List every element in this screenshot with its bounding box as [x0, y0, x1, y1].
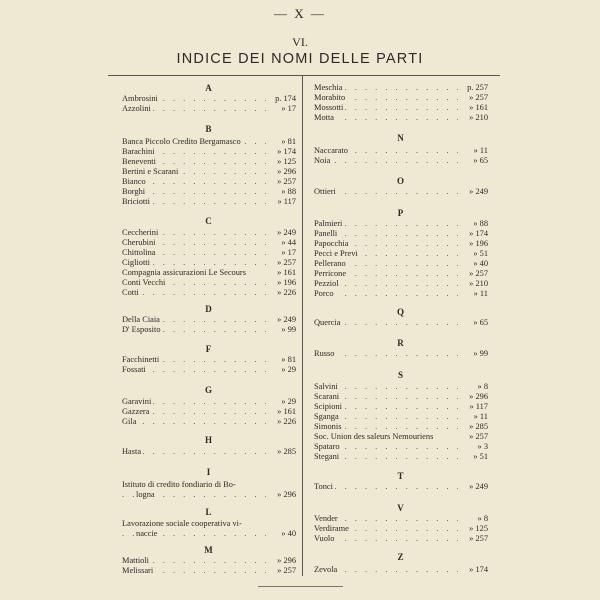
index-entry: Della Ciaia . . . » 249 [122, 315, 296, 326]
index-entry: Melissari . . . » 257 [122, 566, 296, 577]
index-entry: Vender . . . » 8 [314, 514, 488, 525]
index-entry: Simonis . . . » 285 [314, 422, 488, 433]
index-entry: Papocchia . . . » 196 [314, 239, 488, 250]
index-entry: Sganga . . . » 11 [314, 412, 488, 423]
index-entry: Tonci . . . » 249 [314, 482, 488, 493]
index-entry: Hasta . . . » 285 [122, 447, 296, 458]
index-entry: Morabito . . . » 257 [314, 93, 488, 104]
section-letter: F [205, 344, 213, 354]
section-letter: O [396, 176, 405, 186]
index-entry: Banca Piccolo Credito Bergamasco . . . » 81 [122, 137, 296, 148]
section-letter: G [204, 385, 213, 395]
index-entry: Bertini e Scarani . . . » 296 [122, 167, 296, 178]
index-entry: Porco . . . » 11 [314, 289, 488, 300]
index-entry: Panelli . . . » 174 [314, 229, 488, 240]
index-entry: Meschia . . . p. 257 [314, 83, 488, 94]
top-rule [108, 75, 500, 76]
index-entry-first-line: Lavorazione sociale cooperativa vi- [122, 519, 242, 528]
index-entry: Garavini . . . » 29 [122, 397, 296, 408]
index-entry: Perricone . . . » 257 [314, 269, 488, 280]
index-entry: Naccarato . . . » 11 [314, 146, 488, 157]
index-entry: Conti Vecchi . . . » 196 [122, 278, 296, 289]
index-entry: Cigliotti . . . » 257 [122, 258, 296, 269]
section-letter: T [397, 471, 405, 481]
section-letter: N [397, 133, 405, 143]
index-entry: Mattioli . . . » 296 [122, 556, 296, 567]
section-letter: B [205, 124, 213, 134]
index-entry: Vuolo . . . » 257 [314, 534, 488, 545]
index-entry: Scipioni . . . » 117 [314, 402, 488, 413]
section-letter: D [205, 304, 213, 314]
section-title: INDICE DEI NOMI DELLE PARTI [176, 51, 424, 67]
index-entry: Gazzera . . . » 161 [122, 407, 296, 418]
index-entry: naccie . . . » 40 [122, 529, 296, 540]
section-letter: L [205, 507, 213, 517]
index-entry: Ottieri . . . » 249 [314, 187, 488, 198]
index-entry: logna . . . » 296 [122, 490, 296, 501]
index-entry: Briciotti . . . » 117 [122, 197, 296, 208]
section-letter: Q [396, 307, 405, 317]
index-entry: Cotti . . . » 226 [122, 288, 296, 299]
index-entry: Cherubini . . . » 44 [122, 238, 296, 249]
page-folio: — X — [274, 6, 326, 21]
index-entry: Pezziol . . . » 210 [314, 279, 488, 290]
index-entry: Borghi . . . » 88 [122, 187, 296, 198]
section-number: VI. [292, 35, 308, 49]
index-entry: D' Esposito . . . » 99 [122, 325, 296, 336]
index-entry: Soc. Union des saleurs Nemouriens » 257 [314, 432, 488, 441]
index-entry: Beneventi . . . » 125 [122, 157, 296, 168]
column-divider [302, 76, 303, 576]
section-letter: C [205, 216, 213, 226]
index-entry: Ambrosini . . . p. 174 [122, 94, 296, 105]
index-entry: Ceccherini . . . » 249 [122, 228, 296, 239]
section-letter: M [204, 545, 214, 555]
section-letter: I [206, 467, 212, 477]
section-letter: R [397, 338, 405, 348]
index-entry: Gila . . . » 226 [122, 417, 296, 428]
section-letter: Z [397, 552, 405, 562]
index-entry: Stegani . . . » 51 [314, 452, 488, 463]
index-entry: Bianco . . . » 257 [122, 177, 296, 188]
index-entry: Palmieri . . . » 88 [314, 219, 488, 230]
section-letter: S [397, 370, 404, 380]
index-entry: Verdirame . . . » 125 [314, 524, 488, 535]
index-entry: Mossotti . . . » 161 [314, 103, 488, 114]
index-entry: Scarani . . . » 296 [314, 392, 488, 403]
index-entry: Pellerano . . . » 40 [314, 259, 488, 270]
index-entry-first-line: Istituto di credito fondiario di Bo- [122, 480, 236, 489]
index-entry: Motta . . . » 210 [314, 113, 488, 124]
index-entry: Facchinetti . . . » 81 [122, 355, 296, 366]
index-entry: Pecci e Previ . . . » 51 [314, 249, 488, 260]
index-entry: Azzolini . . . » 17 [122, 104, 296, 115]
index-entry: Salvini . . . » 8 [314, 382, 488, 393]
section-letter: V [397, 503, 405, 513]
section-letter: P [397, 208, 405, 218]
index-entry: Russo . . . » 99 [314, 349, 488, 360]
index-entry: Spataro . . . » 3 [314, 442, 488, 453]
index-entry: Compagnia assicurazioni Le Secours » 161 [122, 268, 296, 277]
index-entry: Zevola . . . » 174 [314, 565, 488, 576]
section-letter: H [204, 435, 213, 445]
index-entry: Noia . . . » 65 [314, 156, 488, 167]
bottom-rule [258, 586, 343, 587]
section-letter: A [205, 83, 213, 93]
index-entry: Barachini . . . » 174 [122, 147, 296, 158]
index-entry: Fossati . . . » 29 [122, 365, 296, 376]
index-entry: Quercia . . . » 65 [314, 318, 488, 329]
index-entry: Chittolina . . . » 17 [122, 248, 296, 259]
